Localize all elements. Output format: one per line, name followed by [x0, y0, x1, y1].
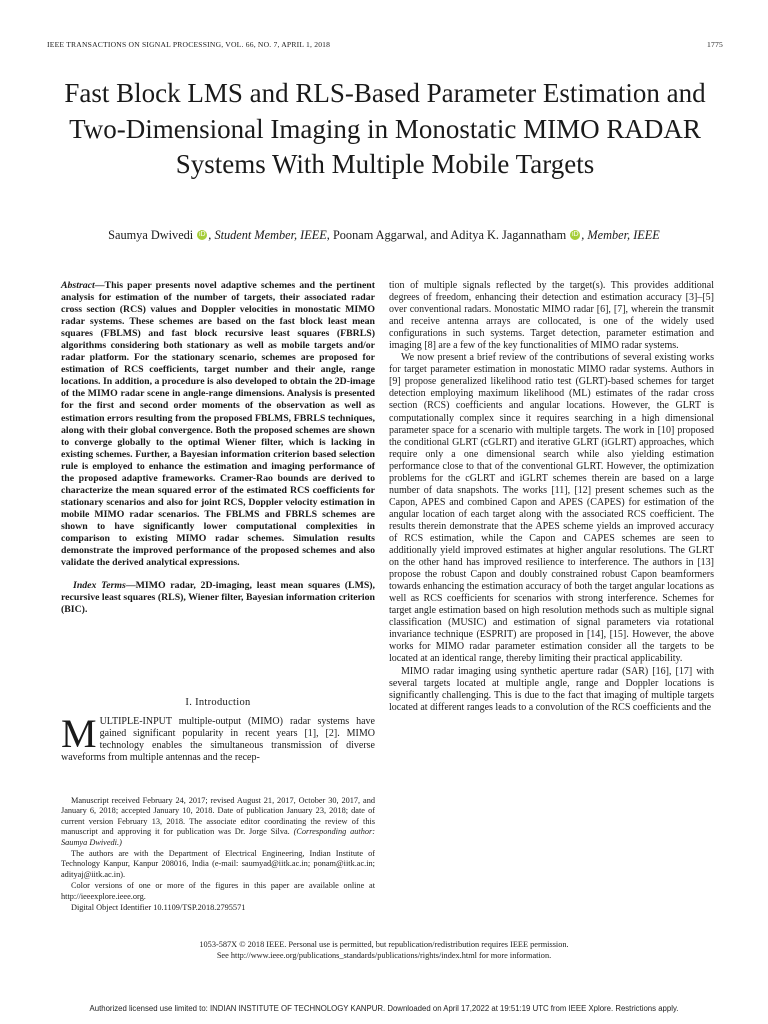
copyright-notice [40, 940, 728, 961]
journal-header: IEEE TRANSACTIONS ON SIGNAL PROCESSING, VOL. 66, NO. 7, APRIL 1, 2018 [47, 40, 331, 49]
author-role: , Member, IEEE [581, 228, 660, 242]
author-name: Saumya Dwivedi [108, 228, 194, 242]
intro-paragraph [61, 711, 375, 764]
author-role: , Student Member, IEEE [208, 228, 327, 242]
orcid-icon[interactable]: iD [198, 231, 206, 238]
footnote-doi: Digital Object Identifier 10.1109/TSP.2018.2795571 [71, 903, 246, 913]
intro-text: ULTIPLE-INPUT multiple-output (MIMO) radar systems have gained significant popularity in recent years [1], [2]. MIMO technology enables the simultaneous transmission of diverse waveforms from multiple antennas and the recep- [61, 716, 375, 764]
index-terms [61, 580, 375, 616]
body-paragraph: tion of multiple signals reflected by the target(s). This provides additional degrees of freedom, enhancing their detection and estimation accuracy [3]–[5] over conventional radars. Monostatic MIMO radar [6], [7], wherein the transmit and receive antenna arrays are collocated, is one of the widely used configurations in such systems. Target detection, parameter estimation and imaging [8] are a few of the key functionalities of MIMO radar systems. [389, 280, 714, 352]
body-paragraph: MIMO radar imaging using synthetic aperture radar (SAR) [16], [17] with several targets located at multiple angle, range and Doppler locations is significantly challenging. This is due to the fact that imaging of multiple targets located at different ranges leads to a convolution of the RCS coefficients and the [389, 665, 714, 713]
abstract-lead: Abstract [61, 280, 95, 291]
drop-cap: M [61, 711, 97, 756]
orcid-icon[interactable]: iD [571, 231, 579, 238]
copyright-link-line[interactable]: See http://www.ieee.org/publications_standards/publications/rights/index.html for more information. [216, 950, 552, 960]
author-names: , Poonam Aggarwal, and Aditya K. Jagannatham [326, 228, 567, 242]
abstract [61, 280, 375, 569]
footnote-received: Manuscript received February 24, 2017; revised August 21, 2017, October 30, 2017, and January 6, 2018; accepted January 10, 2018. Date of publication January 23, 2018; date of current version February 13, 2018. The associate editor coordinating the review of this manuscript and approving it for publication was Dr. Jorge Silva. (Corresponding author: Saumya Dwivedi.) [61, 796, 375, 847]
right-column [389, 280, 714, 714]
footnotes [61, 796, 375, 913]
body-paragraph: We now present a brief review of the contributions of several existing works for target parameter estimation in monostatic MIMO radar systems. Authors in [9] propose generalized likelihood ratio test (GLRT)-based schemes for target detection employing maximum likelihood (ML) estimates of the radar cross section (RCS) coefficients and angular locations. However, the GLRT is computationally complex since it requires searching in a high dimensional parameter space for a scenario with multiple targets. The work in [10] proposed the conditional GLRT (cGLRT) and iterative GLRT (iGLRT) approaches, which require only a one dimensional search while also yielding estimation performance close to that of the conventional GLRT. However, the optimization problems for the cGLRT and iGLRT schemes therein are based on a large number of data snapshots. The works [11], [12] present schemes such as the Capon, APES and combined Capon and APES (CAPES) for estimation of the angular location of each target along with the associated RCS coefficient. The results therein demonstrate that the APES scheme yields an improved accuracy of RCS estimation, while the Capon and CAPES schemes are seen to additionally yield improved estimates at higher angular resolutions. The GLRT on the other hand has improved resilience to interference. The authors in [13] propose the robust Capon and doubly constrained robust Capon beamformers towards enhancing the estimation accuracy of both the target angular locations as well as RCS coefficients for scenarios with strong interference. Schemes for target angle estimation based on high resolution methods such as multiple signal classification (MUSIC) and estimation of signal parameters via rotational invariance technique (ESPRIT) are proposed in [14], [15]. However, the above works for MIMO radar parameter estimation consider all the targets to be located at an identical range, thereby limiting their practical applicability. [389, 352, 714, 665]
index-terms-text: —MIMO radar, 2D-imaging, least mean squares (LMS), recursive least squares (RLS), Wiener filter, Bayesian information criterion (BIC). [61, 580, 375, 616]
section-heading: I. Introduction [185, 697, 251, 708]
copyright-line: 1053-587X © 2018 IEEE. Personal use is permitted, but republication/redistribution requires IEEE permission. [199, 940, 569, 949]
author-line [40, 227, 728, 243]
paper-title: Fast Block LMS and RLS-Based Parameter Estimation and Two-Dimensional Imaging in Monostatic MIMO RADAR Systems With Multiple Mobile Targets [64, 78, 706, 179]
left-column [61, 280, 375, 616]
license-footer: Authorized licensed use limited to: INDIAN INSTITUTE OF TECHNOLOGY KANPUR. Downloaded on April 17,2022 at 19:51:19 UTC from IEEE Xplore. Restrictions apply. [89, 1004, 679, 1013]
footnote-affiliation: The authors are with the Department of Electrical Engineering, Indian Institute of Technology Kanpur, Kanpur 208016, India (e-mail: saumyad@iitk.ac.in; ponam@iitk.ac.in; adityaj@iitk.ac.in). [61, 849, 375, 879]
abstract-text: —This paper presents novel adaptive schemes and the pertinent analysis for estimation of the number of targets, their associated radar cross section (RCS) values and Doppler velocities in monostatic MIMO radar systems. These schemes are based on the fast block least mean squares (FBLMS) and fast block recursive least squares (FBRLS) algorithms considering both stationary as well as mobile targets and/or radar platform. For the stationary scenario, schemes are proposed for estimation of RCS coefficients, target number and their angle, range locations. In addition, a procedure is also developed to obtain the 2D-image of the MIMO radar scene in angle-range dimensions. Analysis is presented for the first and second order moments of the observation as well as estimation errors resulting from the proposed FBLMS, FBRLS techniques, along with their global convergence. Both the proposed schemes are shown to converge globally to the optimal Wiener filter, which is lacking in existing schemes. Further, a Bayesian information criterion based selection rule is employed to enhance the estimation and imaging performance of the proposed adaptive frameworks. Cramer-Rao bounds are derived to characterize the mean squared error of the estimated RCS coefficients for stationary scenarios and also for joint RCS, Doppler velocity estimation in mobile MIMO radar scenarios. The FBLMS and FBRLS schemes are shown to have significantly lower computational complexities in comparison to existing MIMO radar schemes. Simulation results demonstrate the improved performance of the proposed schemes and also validate the derived analytical expressions. [61, 280, 375, 569]
index-terms-lead: Index Terms [73, 580, 126, 592]
footnote-color: Color versions of one or more of the figures in this paper are available online at http://ieeexplore.ieee.org. [61, 881, 375, 901]
page-number: 1775 [707, 40, 723, 49]
